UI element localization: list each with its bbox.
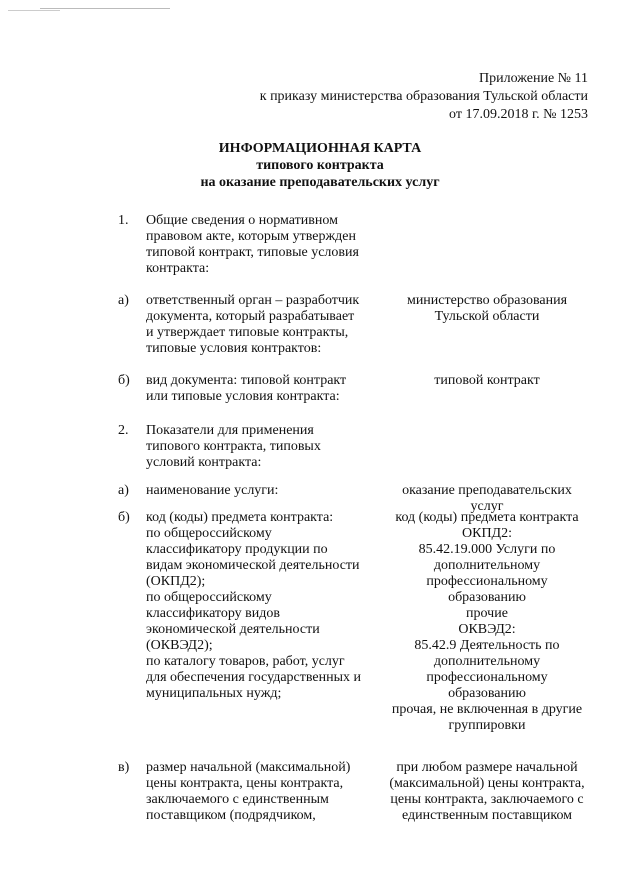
- text-line: размер начальной (максимальной): [146, 760, 351, 775]
- text-line: группировки: [448, 718, 526, 733]
- text-line: дополнительному: [433, 558, 541, 573]
- text-line: по каталогу товаров, работ, услуг: [146, 654, 345, 669]
- text-line: Тульской области: [434, 309, 540, 324]
- text-line: муниципальных нужд;: [146, 686, 282, 701]
- item-number: 1.: [118, 213, 129, 228]
- text-line: код (коды) предмета контракта: [395, 510, 579, 525]
- text-line: или типовые условия контракта:: [146, 389, 340, 404]
- text-line: прочие: [466, 606, 508, 621]
- item-text: [146, 373, 382, 405]
- item-letter: б): [118, 373, 130, 388]
- title-line: ИНФОРМАЦИОННАЯ КАРТА: [218, 141, 422, 156]
- text-line: контракта:: [146, 261, 210, 276]
- text-line: типовые условия контрактов:: [146, 341, 322, 356]
- text-line: профессиональному образованию: [426, 670, 548, 701]
- item-number: 2.: [118, 423, 129, 438]
- document-title: [0, 140, 640, 191]
- text-line: оказание преподавательских услуг: [402, 483, 572, 514]
- item-letter: а): [118, 483, 129, 498]
- text-line: вид документа: типовой контракт: [146, 373, 347, 388]
- item-value: [386, 293, 588, 325]
- text-line: классификатору видов: [146, 606, 281, 621]
- item-letter: б): [118, 510, 130, 525]
- text-line: цены контракта, заключаемого с: [390, 792, 584, 807]
- title-line: на оказание преподавательских услуг: [200, 175, 440, 190]
- text-line: экономической деятельности: [146, 622, 320, 637]
- item-text: [146, 293, 382, 357]
- title-line: типового контракта: [256, 158, 384, 173]
- text-line: классификатору продукции по: [146, 542, 328, 557]
- text-line: правовом акте, которым утвержден: [146, 229, 356, 244]
- text-line: при любом размере начальной: [396, 760, 578, 775]
- text-line: 85.42.9 Деятельность по: [414, 638, 560, 653]
- text-line: ОКПД2:: [462, 526, 512, 541]
- text-line: по общероссийскому: [146, 526, 272, 541]
- text-line: Общие сведения о нормативном: [146, 213, 338, 228]
- text-line: единственным поставщиком: [401, 808, 573, 823]
- text-line: наименование услуги:: [146, 483, 279, 498]
- item-value: [386, 760, 588, 824]
- item-text: [146, 213, 382, 277]
- order-date: от 17.09.2018 г. № 1253: [449, 107, 588, 122]
- item-letter: а): [118, 293, 129, 308]
- order-reference: к приказу министерства образования Тульской области: [259, 89, 588, 104]
- item-text: [146, 760, 382, 824]
- text-line: дополнительному: [433, 654, 541, 669]
- text-line: видам экономической деятельности: [146, 558, 360, 573]
- text-line: по общероссийскому: [146, 590, 272, 605]
- text-line: и утверждает типовые контракты,: [146, 325, 349, 340]
- text-line: (ОКВЭД2);: [146, 638, 213, 653]
- text-line: цены контракта, цены контракта,: [146, 776, 344, 791]
- text-line: прочая, не включенная в другие: [391, 702, 583, 717]
- text-line: (ОКПД2);: [146, 574, 206, 589]
- text-line: заключаемого с единственным: [146, 792, 329, 807]
- item-value: [386, 373, 588, 389]
- text-line: для обеспечения государственных и: [146, 670, 361, 685]
- text-line: ответственный орган – разработчик: [146, 293, 360, 308]
- item-letter: в): [118, 760, 130, 775]
- text-line: (максимальной) цены контракта,: [389, 776, 585, 791]
- item-text: [146, 483, 382, 499]
- text-line: типовой контракт: [434, 373, 540, 388]
- appendix-header: [260, 70, 588, 124]
- scan-artifact-line: [8, 10, 60, 11]
- appendix-number: Приложение № 11: [479, 71, 588, 86]
- text-line: условий контракта:: [146, 455, 262, 470]
- text-line: Показатели для применения: [146, 423, 314, 438]
- text-line: 85.42.19.000 Услуги по: [418, 542, 556, 557]
- item-text: [146, 510, 382, 702]
- scan-artifact-line: [40, 8, 170, 9]
- text-line: типовой контракт, типовые условия: [146, 245, 359, 260]
- text-line: министерство образования: [406, 293, 568, 308]
- item-text: [146, 423, 382, 471]
- text-line: поставщиком (подрядчиком,: [146, 808, 316, 823]
- item-value: [386, 510, 588, 734]
- text-line: код (коды) предмета контракта:: [146, 510, 334, 525]
- text-line: типового контракта, типовых: [146, 439, 321, 454]
- text-line: ОКВЭД2:: [458, 622, 516, 637]
- text-line: профессиональному образованию: [426, 574, 548, 605]
- text-line: документа, который разрабатывает: [146, 309, 355, 324]
